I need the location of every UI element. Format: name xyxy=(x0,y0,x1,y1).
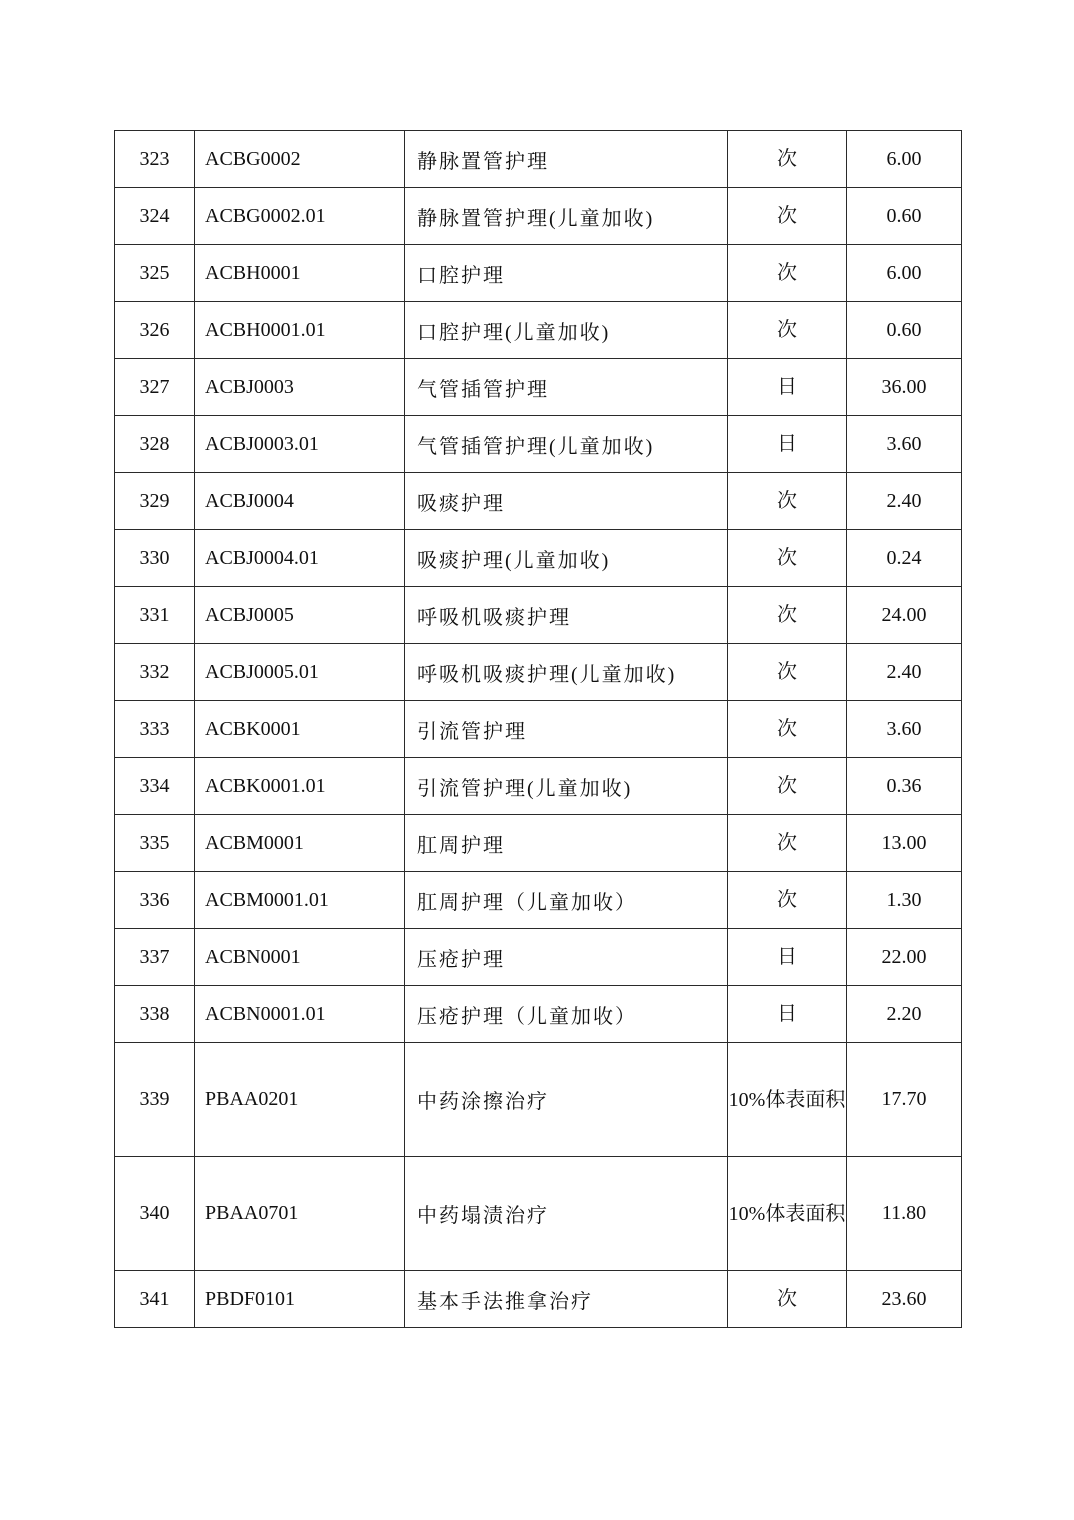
item-price: 3.60 xyxy=(847,701,962,758)
item-unit: 次 xyxy=(728,302,847,359)
item-unit: 日 xyxy=(728,986,847,1043)
table-row xyxy=(115,530,962,587)
row-number: 334 xyxy=(115,758,195,815)
item-name: 吸痰护理 xyxy=(405,473,728,530)
table-row xyxy=(115,701,962,758)
item-name: 呼吸机吸痰护理(儿童加收) xyxy=(405,644,728,701)
item-code: ACBJ0003 xyxy=(195,359,405,416)
item-name: 肛周护理 xyxy=(405,815,728,872)
item-unit: 次 xyxy=(728,131,847,188)
item-unit: 日 xyxy=(728,929,847,986)
item-code: ACBJ0005 xyxy=(195,587,405,644)
row-number: 326 xyxy=(115,302,195,359)
item-name: 压疮护理 xyxy=(405,929,728,986)
row-number: 323 xyxy=(115,131,195,188)
item-code: ACBK0001.01 xyxy=(195,758,405,815)
item-code: ACBJ0004.01 xyxy=(195,530,405,587)
item-name: 静脉置管护理(儿童加收) xyxy=(405,188,728,245)
item-name: 气管插管护理(儿童加收) xyxy=(405,416,728,473)
item-price: 0.24 xyxy=(847,530,962,587)
item-unit: 次 xyxy=(728,188,847,245)
table-row xyxy=(115,359,962,416)
row-number: 331 xyxy=(115,587,195,644)
row-number: 332 xyxy=(115,644,195,701)
table-row xyxy=(115,245,962,302)
item-price: 17.70 xyxy=(847,1043,962,1157)
row-number: 341 xyxy=(115,1271,195,1328)
row-number: 338 xyxy=(115,986,195,1043)
item-unit: 次 xyxy=(728,815,847,872)
row-number: 340 xyxy=(115,1157,195,1271)
item-code: ACBM0001 xyxy=(195,815,405,872)
item-name: 中药涂擦治疗 xyxy=(405,1043,728,1157)
item-name: 口腔护理(儿童加收) xyxy=(405,302,728,359)
item-name: 引流管护理 xyxy=(405,701,728,758)
item-code: ACBH0001 xyxy=(195,245,405,302)
item-price: 6.00 xyxy=(847,245,962,302)
item-unit: 日 xyxy=(728,416,847,473)
item-price: 0.60 xyxy=(847,188,962,245)
item-price: 3.60 xyxy=(847,416,962,473)
item-name: 肛周护理（儿童加收） xyxy=(405,872,728,929)
row-number: 336 xyxy=(115,872,195,929)
item-unit: 次 xyxy=(728,473,847,530)
item-unit: 次 xyxy=(728,1271,847,1328)
item-name: 气管插管护理 xyxy=(405,359,728,416)
item-code: ACBN0001 xyxy=(195,929,405,986)
table-row xyxy=(115,1043,962,1157)
row-number: 327 xyxy=(115,359,195,416)
row-number: 325 xyxy=(115,245,195,302)
item-code: ACBJ0004 xyxy=(195,473,405,530)
item-code: PBAA0701 xyxy=(195,1157,405,1271)
table-row xyxy=(115,929,962,986)
item-name: 引流管护理(儿童加收) xyxy=(405,758,728,815)
item-unit: 10%体表面积 xyxy=(728,1157,847,1271)
item-unit: 次 xyxy=(728,587,847,644)
row-number: 337 xyxy=(115,929,195,986)
table-row xyxy=(115,302,962,359)
row-number: 328 xyxy=(115,416,195,473)
table-row xyxy=(115,1157,962,1271)
row-number: 339 xyxy=(115,1043,195,1157)
item-unit: 次 xyxy=(728,644,847,701)
item-price: 36.00 xyxy=(847,359,962,416)
item-code: ACBG0002 xyxy=(195,131,405,188)
row-number: 330 xyxy=(115,530,195,587)
table-row xyxy=(115,131,962,188)
item-name: 吸痰护理(儿童加收) xyxy=(405,530,728,587)
item-name: 口腔护理 xyxy=(405,245,728,302)
item-code: ACBN0001.01 xyxy=(195,986,405,1043)
table-row xyxy=(115,872,962,929)
item-price: 1.30 xyxy=(847,872,962,929)
table-row xyxy=(115,644,962,701)
item-name: 呼吸机吸痰护理 xyxy=(405,587,728,644)
table-row xyxy=(115,473,962,530)
table-row xyxy=(115,416,962,473)
item-unit: 10%体表面积 xyxy=(728,1043,847,1157)
item-unit: 日 xyxy=(728,359,847,416)
item-price: 23.60 xyxy=(847,1271,962,1328)
item-unit: 次 xyxy=(728,758,847,815)
item-price: 2.20 xyxy=(847,986,962,1043)
item-price: 0.36 xyxy=(847,758,962,815)
item-name: 中药塌渍治疗 xyxy=(405,1157,728,1271)
item-unit: 次 xyxy=(728,245,847,302)
item-code: ACBJ0003.01 xyxy=(195,416,405,473)
item-code: PBDF0101 xyxy=(195,1271,405,1328)
item-price: 11.80 xyxy=(847,1157,962,1271)
item-unit: 次 xyxy=(728,872,847,929)
item-name: 静脉置管护理 xyxy=(405,131,728,188)
table-row xyxy=(115,758,962,815)
table-row xyxy=(115,188,962,245)
item-price: 2.40 xyxy=(847,644,962,701)
table-row xyxy=(115,815,962,872)
item-unit: 次 xyxy=(728,701,847,758)
item-price: 2.40 xyxy=(847,473,962,530)
item-price: 0.60 xyxy=(847,302,962,359)
item-price: 22.00 xyxy=(847,929,962,986)
table-row xyxy=(115,587,962,644)
item-code: ACBG0002.01 xyxy=(195,188,405,245)
item-code: ACBH0001.01 xyxy=(195,302,405,359)
item-name: 压疮护理（儿童加收） xyxy=(405,986,728,1043)
item-code: ACBJ0005.01 xyxy=(195,644,405,701)
row-number: 329 xyxy=(115,473,195,530)
table-row xyxy=(115,986,962,1043)
table-row xyxy=(115,1271,962,1328)
item-price: 6.00 xyxy=(847,131,962,188)
item-name: 基本手法推拿治疗 xyxy=(405,1271,728,1328)
row-number: 335 xyxy=(115,815,195,872)
row-number: 324 xyxy=(115,188,195,245)
item-code: PBAA0201 xyxy=(195,1043,405,1157)
item-price: 13.00 xyxy=(847,815,962,872)
row-number: 333 xyxy=(115,701,195,758)
fee-table xyxy=(114,130,962,1328)
item-code: ACBK0001 xyxy=(195,701,405,758)
item-code: ACBM0001.01 xyxy=(195,872,405,929)
item-unit: 次 xyxy=(728,530,847,587)
item-price: 24.00 xyxy=(847,587,962,644)
